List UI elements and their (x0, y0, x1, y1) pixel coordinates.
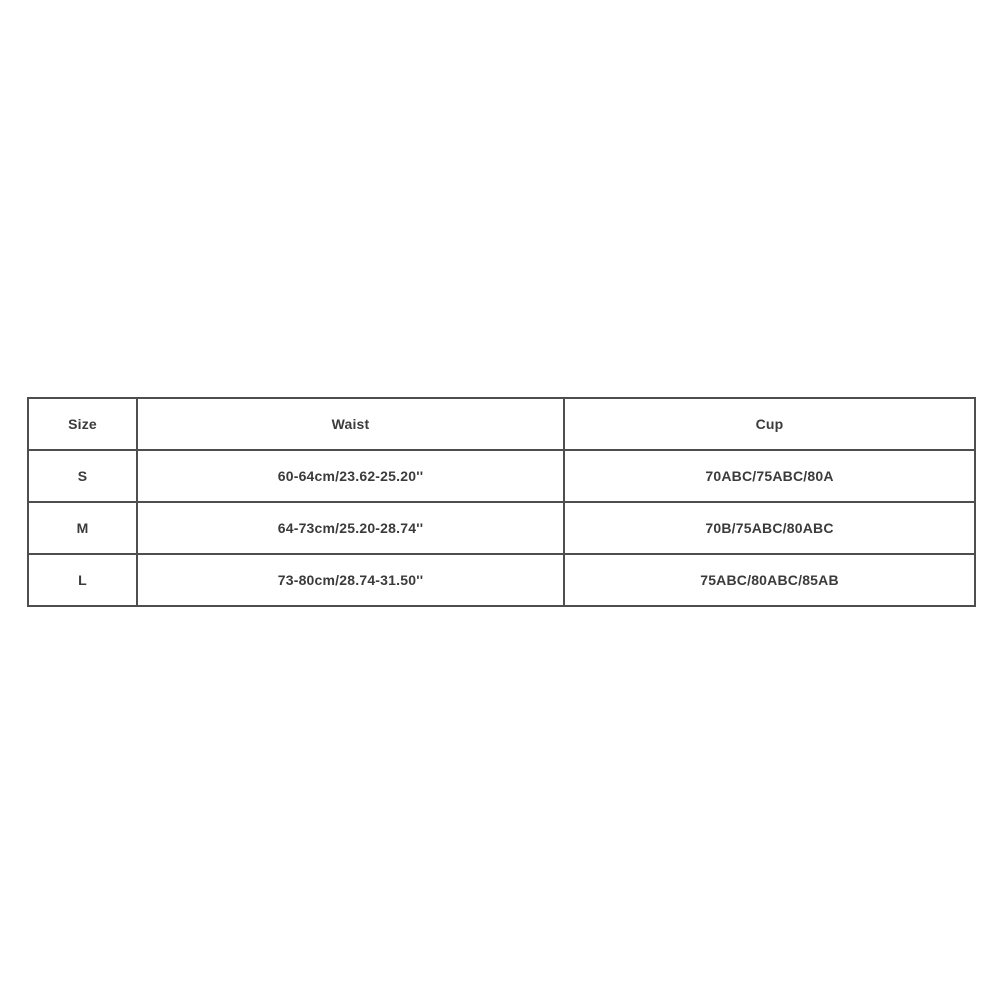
waist-cell: 73-80cm/28.74-31.50'' (137, 554, 564, 606)
header-cell-cup: Cup (564, 398, 975, 450)
header-cell-size: Size (28, 398, 137, 450)
waist-cell: 64-73cm/25.20-28.74'' (137, 502, 564, 554)
size-cell: L (28, 554, 137, 606)
cup-cell: 70ABC/75ABC/80A (564, 450, 975, 502)
header-row (28, 398, 975, 450)
table-row-m (28, 502, 975, 554)
table-row-l (28, 554, 975, 606)
cup-cell: 70B/75ABC/80ABC (564, 502, 975, 554)
header-cell-waist: Waist (137, 398, 564, 450)
size-cell: S (28, 450, 137, 502)
waist-cell: 60-64cm/23.62-25.20'' (137, 450, 564, 502)
size-cell: M (28, 502, 137, 554)
table-row-s (28, 450, 975, 502)
cup-cell: 75ABC/80ABC/85AB (564, 554, 975, 606)
size-chart-table (27, 397, 976, 607)
